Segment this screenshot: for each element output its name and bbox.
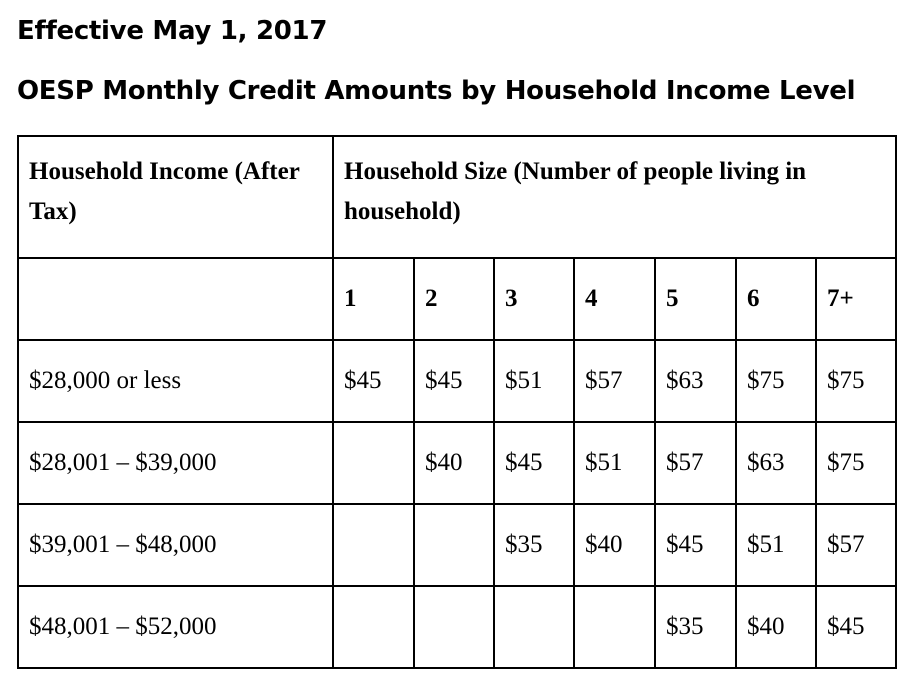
table-row: [18, 504, 896, 586]
income-level-cell: $39,001 – $48,000: [18, 504, 333, 586]
income-level-cell: $28,001 – $39,000: [18, 422, 333, 504]
table-row: [18, 586, 896, 668]
credit-cell: $63: [736, 422, 816, 504]
credit-cell: $45: [816, 586, 896, 668]
table-row: [18, 340, 896, 422]
credit-cell: $35: [655, 586, 736, 668]
credit-cell: [333, 504, 414, 586]
credit-cell: $45: [494, 422, 574, 504]
table-title: OESP Monthly Credit Amounts by Household Income Level: [17, 76, 856, 106]
credit-cell: $75: [736, 340, 816, 422]
credit-cell: [333, 422, 414, 504]
credit-cell: $75: [816, 422, 896, 504]
credit-cell: $57: [816, 504, 896, 586]
credit-cell: [333, 586, 414, 668]
effective-date-heading: Effective May 1, 2017: [17, 16, 328, 46]
household-size-cell: 1: [333, 258, 414, 340]
credit-cell: $57: [574, 340, 655, 422]
credit-cell: $63: [655, 340, 736, 422]
household-size-cell: 6: [736, 258, 816, 340]
credit-cell: [574, 586, 655, 668]
credit-cell: $51: [574, 422, 655, 504]
income-column-header: Household Income (After Tax): [18, 136, 333, 258]
credit-cell: [414, 504, 494, 586]
household-size-cell: 7+: [816, 258, 896, 340]
credit-cell: $40: [414, 422, 494, 504]
credit-cell: $51: [494, 340, 574, 422]
income-level-cell: $28,000 or less: [18, 340, 333, 422]
credit-cell: $75: [816, 340, 896, 422]
credit-cell: [494, 586, 574, 668]
table-row: [18, 422, 896, 504]
household-size-row: [18, 258, 896, 340]
household-size-header: Household Size (Number of people living in household): [333, 136, 896, 258]
household-size-cell: 5: [655, 258, 736, 340]
empty-cell: [18, 258, 333, 340]
credit-cell: [414, 586, 494, 668]
credit-cell: $45: [655, 504, 736, 586]
credit-amounts-table: [17, 135, 897, 669]
credit-cell: $40: [736, 586, 816, 668]
credit-cell: $35: [494, 504, 574, 586]
credit-cell: $40: [574, 504, 655, 586]
credit-cell: $51: [736, 504, 816, 586]
credit-cell: $57: [655, 422, 736, 504]
household-size-cell: 3: [494, 258, 574, 340]
income-level-cell: $48,001 – $52,000: [18, 586, 333, 668]
credit-cell: $45: [333, 340, 414, 422]
credit-cell: $45: [414, 340, 494, 422]
household-size-cell: 2: [414, 258, 494, 340]
household-size-cell: 4: [574, 258, 655, 340]
table-header-row: [18, 136, 896, 258]
